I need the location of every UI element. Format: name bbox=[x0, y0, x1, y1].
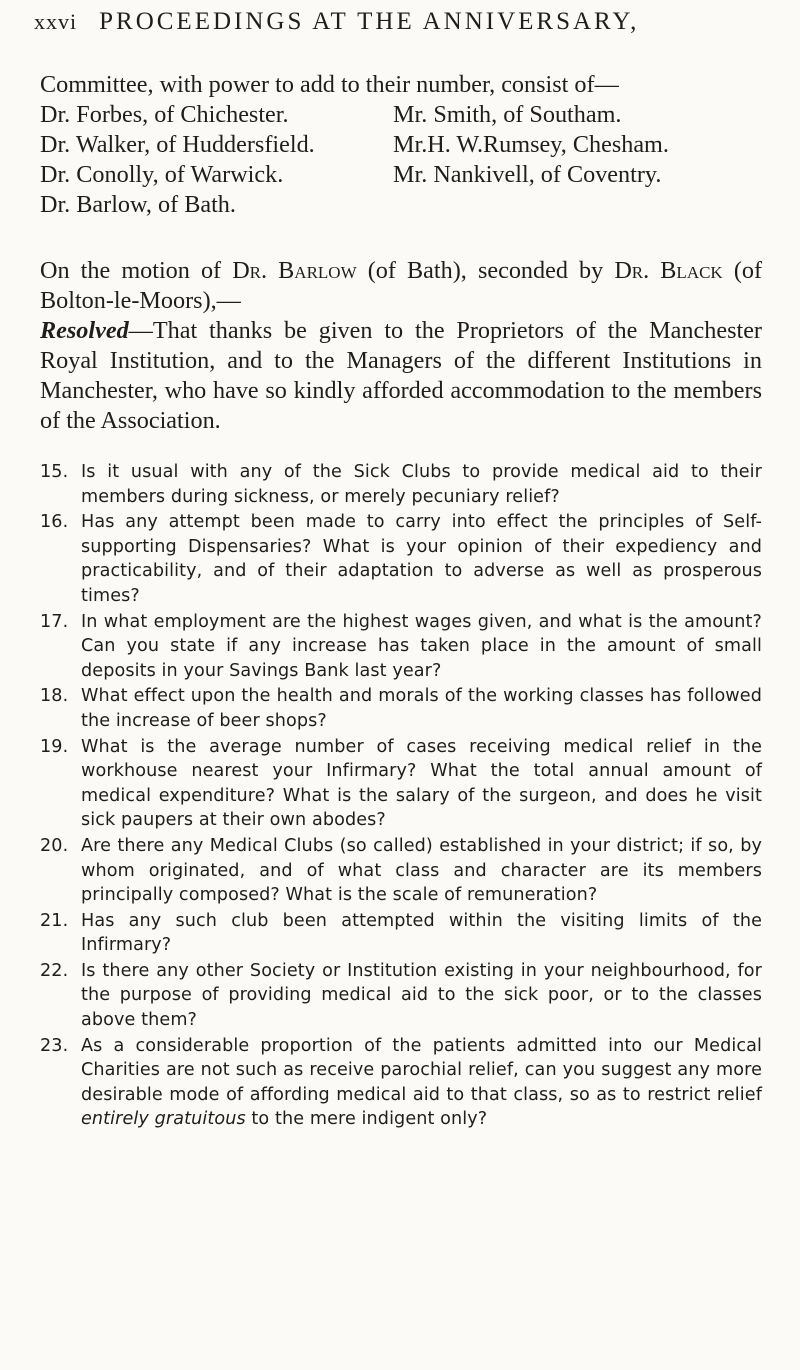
question-item bbox=[40, 510, 762, 608]
motion-intro: On the motion of bbox=[40, 257, 233, 284]
resolved-label: Resolved bbox=[40, 317, 129, 344]
question-text: Is it usual with any of the Sick Clubs to provide medical aid to their members during sickness, or merely pecuniary relief? bbox=[81, 462, 762, 507]
question-number: 23. bbox=[40, 1035, 69, 1056]
question-number: 16. bbox=[40, 512, 69, 533]
question-number: 20. bbox=[40, 835, 69, 856]
question-text: Has any attempt been made to carry into effect the principles of Self-supporting Dispensaries? What is your opinion of their expediency and practicability, and of their adaptation to adverse as well as prosperous times? bbox=[81, 512, 762, 606]
question-text: What is the average number of cases receiving medical relief in the workhouse nearest your Infirmary? What the total annual amount of medical expenditure? What is the salary of the surgeon, and does he visit sick paupers at their own abodes? bbox=[81, 736, 762, 831]
motion-seconder: Dr. Black bbox=[614, 257, 723, 284]
page-number: xxvi bbox=[34, 9, 78, 34]
question-number: 17. bbox=[40, 611, 69, 632]
motion-paragraph bbox=[40, 256, 762, 436]
question-item bbox=[40, 684, 762, 733]
question-text: Are there any Medical Clubs (so called) established in your district; if so, by whom originated, and of what class and character are its members principally composed? What is the scale of remuneration? bbox=[81, 835, 762, 906]
question-text: Has any such club been attempted within the visiting limits of the Infirmary? bbox=[81, 910, 762, 956]
question-item bbox=[40, 909, 762, 958]
running-title: PROCEEDINGS AT THE ANNIVERSARY, bbox=[99, 8, 640, 35]
question-emphasis: entirely gratuitous bbox=[81, 1109, 246, 1130]
motion-seconder-place: (of Bolton-le-Moors),— bbox=[40, 257, 763, 314]
question-item bbox=[40, 959, 762, 1033]
question-text-end: to the mere indigent only? bbox=[245, 1109, 488, 1130]
member-right-2: Mr.H. W.Rumsey, Chesham. bbox=[393, 131, 669, 158]
question-item bbox=[40, 460, 762, 509]
question-text: In what employment are the highest wages given, and what is the amount? Can you state if any increase has taken place in the amount of small deposits in your Savings Bank last year? bbox=[81, 611, 762, 681]
question-item bbox=[40, 834, 762, 908]
member-right-1: Mr. Smith, of Southam. bbox=[393, 101, 622, 128]
questions-list bbox=[40, 460, 762, 1132]
member-left-3: Dr. Conolly, of Warwick. bbox=[40, 161, 284, 188]
member-right-3: Mr. Nankivell, of Coventry. bbox=[393, 161, 662, 188]
question-text: What effect upon the health and morals of the working classes has followed the increase of beer shops? bbox=[81, 686, 762, 731]
resolution-text: —That thanks be given to the Proprietors of the Manchester Royal Institution, and to the Managers of the different Institutions in Manchester, who have so kindly afforded accommodation to the members of the Association. bbox=[40, 317, 762, 434]
question-number: 19. bbox=[40, 736, 69, 757]
question-item bbox=[40, 735, 762, 833]
committee-members bbox=[40, 100, 762, 220]
question-text: Is there any other Society or Institution existing in your neighbourhood, for the purpose of providing medical aid to the sick poor, or to the classes above them? bbox=[81, 960, 762, 1031]
member-left-4: Dr. Barlow, of Bath. bbox=[40, 191, 236, 218]
question-item bbox=[40, 1034, 762, 1132]
committee-lead: Committee, with power to add to their number, consist of— bbox=[40, 71, 619, 98]
question-text: As a considerable proportion of the patients admitted into our Medical Charities are not such as receive parochial relief, can you suggest any more desirable mode of affording medical aid to that class, so as to restrict relief bbox=[81, 1035, 762, 1105]
question-number: 18. bbox=[40, 686, 69, 707]
member-right-4 bbox=[393, 190, 762, 220]
question-item bbox=[40, 610, 762, 684]
question-number: 22. bbox=[40, 960, 69, 981]
member-left-1: Dr. Forbes, of Chichester. bbox=[40, 101, 289, 128]
question-number: 21. bbox=[40, 910, 69, 931]
motion-mover-place: (of Bath), seconded by bbox=[356, 257, 615, 284]
running-head bbox=[34, 8, 762, 48]
question-number: 15. bbox=[40, 462, 69, 482]
member-left-2: Dr. Walker, of Huddersfield. bbox=[40, 131, 315, 158]
motion-mover: Dr. Barlow bbox=[232, 257, 357, 284]
